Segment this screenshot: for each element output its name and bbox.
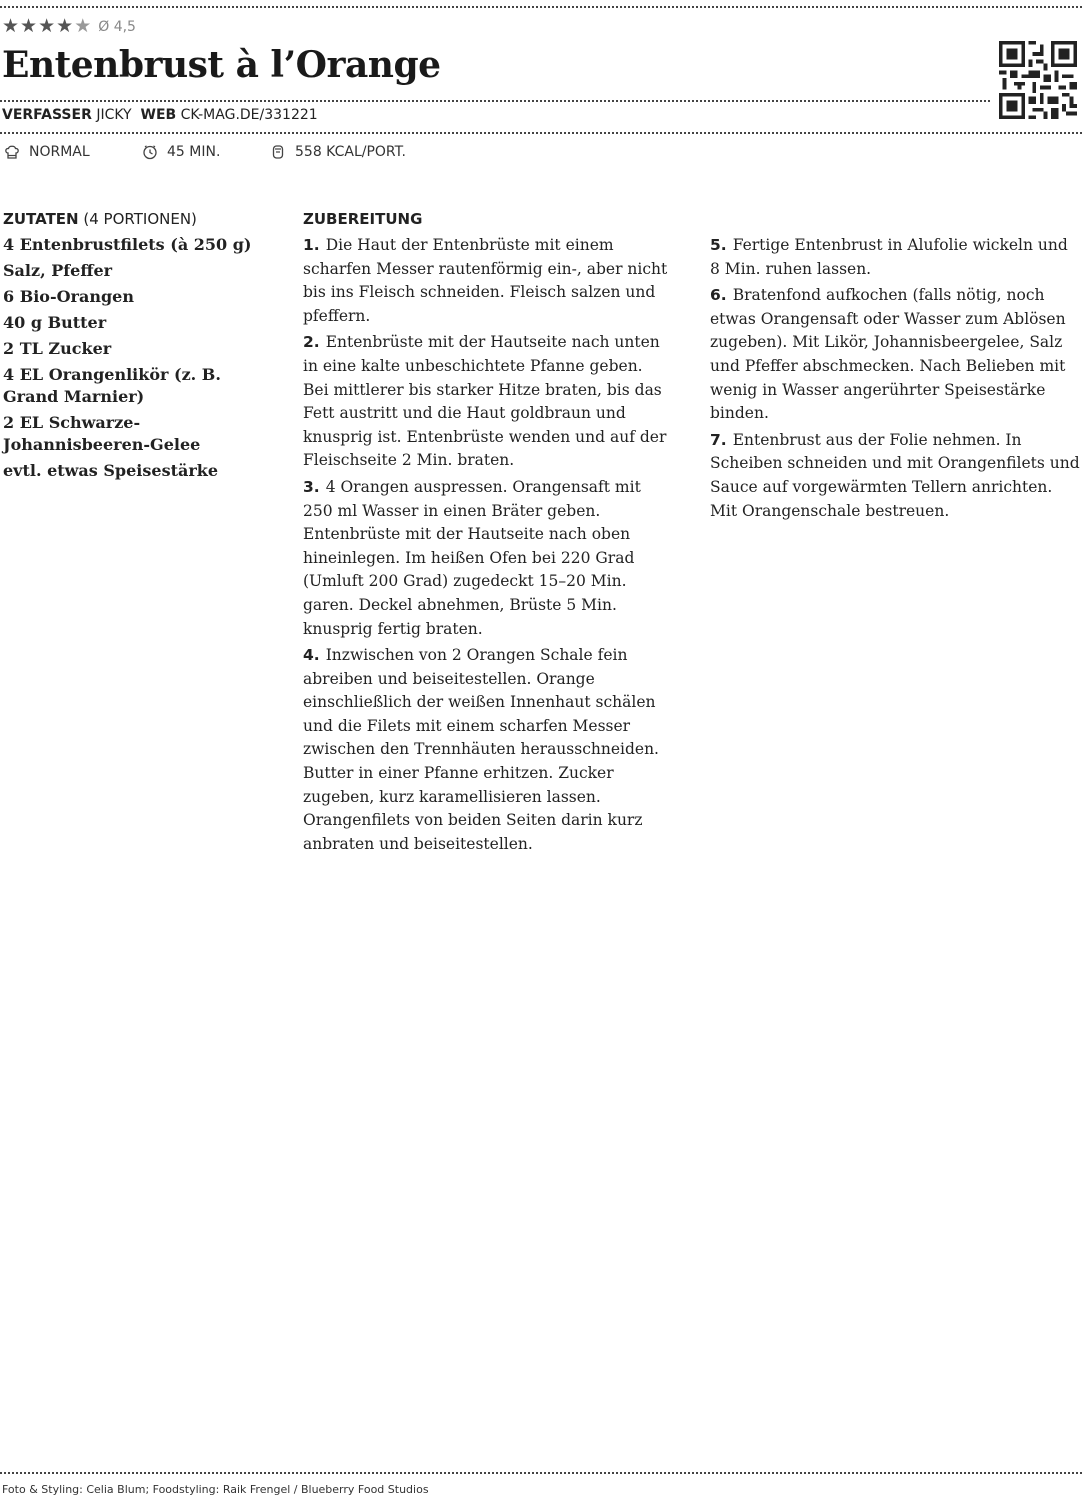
step-text: Bratenfond aufkochen (falls nötig, noch etwas Orangensaft oder Wasser zum Ablösen zugeben). Mit Likör, Johannisbeergelee, Salz und Pfeffer abschmecken. Nach Belieben mit wenig in Wasser angerührter Speisestärke binden. xyxy=(710,286,1066,423)
difficulty-stat xyxy=(4,144,90,160)
step-text: Inzwischen von 2 Orangen Schale fein abreiben und beiseitestellen. Orange einschließlich der weißen Innenhaut schälen und die Filets mit einem scharfen Messer zwischen den Trennhäuten herausschneiden. Butter in einer Pfanne erhitzen. Zucker zugeben, kurz karamellisieren lassen. Orangenfilets von beiden Seiten darin kurz anbraten und beiseitestellen. xyxy=(303,646,659,853)
preparation-step xyxy=(303,644,673,856)
top-divider xyxy=(0,6,1082,8)
step-text: Entenbrust aus der Folie nehmen. In Scheiben schneiden und mit Orangenfilets und Sauce auf vorgewärmten Tellern anrichten. Mit Orangenschale bestreuen. xyxy=(710,430,1080,520)
author-label: VERFASSER xyxy=(2,107,92,123)
title-divider xyxy=(0,100,990,102)
step-number: 7. xyxy=(710,430,727,449)
difficulty-value: NORMAL xyxy=(29,144,90,160)
star-icon: ★ xyxy=(20,15,38,37)
step-text: 4 Orangen auspressen. Orangensaft mit 250 ml Wasser in einen Bräter geben. Entenbrüste mit der Hautseite nach oben hineinlegen. Im heißen Ofen bei 220 Grad (Umluft 200 Grad) zugedeckt 15–20 Min. garen. Deckel abnehmen, Brüste 5 Min. knusprig fertig braten. xyxy=(303,477,641,638)
rating xyxy=(2,17,136,36)
author-value: JICKY xyxy=(96,107,132,123)
portions-label: (4 PORTIONEN) xyxy=(83,210,197,228)
calories-stat xyxy=(270,144,406,160)
calorie-jar-icon xyxy=(270,144,286,160)
preparation-step xyxy=(303,234,673,328)
ingredient-item: 40 g Butter xyxy=(3,313,107,332)
ingredient-item: 2 TL Zucker xyxy=(3,339,112,358)
recipe-meta xyxy=(2,107,318,123)
step-number: 1. xyxy=(303,236,320,254)
ingredient-item: 4 EL Orangenlikör (z. B. Grand Marnier) xyxy=(3,365,221,406)
recipe-title: Entenbrust à l’Orange xyxy=(2,44,441,86)
preparation-heading: ZUBEREITUNG xyxy=(303,210,423,228)
ingredient-item: Salz, Pfeffer xyxy=(3,261,113,280)
photo-credit: Foto & Styling: Celia Blum; Foodstyling: Raik Frengel / Blueberry Food Studios xyxy=(2,1483,429,1496)
ingredients-section xyxy=(3,210,273,486)
preparation-step xyxy=(710,429,1080,523)
step-text: Die Haut der Entenbrüste mit einem scharfen Messer rautenförmig ein-, aber nicht bis ins Fleisch schneiden. Fleisch salzen und pfeffern. xyxy=(303,236,668,325)
step-number: 6. xyxy=(710,286,727,305)
time-value: 45 MIN. xyxy=(167,144,221,160)
preparation-step xyxy=(303,331,673,473)
preparation-step xyxy=(710,234,1080,281)
star-icon: ★ xyxy=(2,15,20,37)
step-text: Entenbrüste mit der Hautseite nach unten in eine kalte unbeschichtete Pfanne geben. Bei mittlerer bis starker Hitze braten, bis das Fett austritt und die Haut goldbraun und knusprig ist. Entenbrüste wenden und auf der Fleischseite 2 Min. braten. xyxy=(303,333,667,470)
ingredient-item: 2 EL Schwarze-Johannisbeeren-Gelee xyxy=(3,413,201,454)
ingredient-item: 6 Bio-Orangen xyxy=(3,287,134,306)
web-label: WEB xyxy=(140,107,177,123)
calories-value: 558 KCAL/PORT. xyxy=(295,144,406,160)
ingredient-list xyxy=(3,234,273,482)
web-link[interactable]: CK-MAG.DE/331221 xyxy=(180,107,318,123)
clock-icon xyxy=(142,144,158,160)
step-number: 2. xyxy=(303,333,320,352)
star-icon: ★ xyxy=(56,15,74,37)
half-star-icon: ★ xyxy=(74,15,92,37)
chef-hat-icon xyxy=(4,144,20,160)
preparation-continued xyxy=(710,234,1080,526)
preparation-section xyxy=(303,210,673,859)
step-number: 3. xyxy=(303,477,320,496)
ingredient-item: 4 Entenbrustfilets (à 250 g) xyxy=(3,235,252,254)
time-stat xyxy=(142,144,220,160)
step-number: 4. xyxy=(303,646,320,665)
star-icon: ★ xyxy=(38,15,56,37)
step-number: 5. xyxy=(710,236,727,254)
footer-divider xyxy=(0,1472,1082,1474)
meta-divider xyxy=(0,132,1082,134)
step-text: Fertige Entenbrust in Alufolie wickeln und 8 Min. ruhen lassen. xyxy=(710,236,1068,278)
preparation-step xyxy=(303,476,673,641)
rating-average: Ø 4,5 xyxy=(98,18,136,35)
preparation-step xyxy=(710,284,1080,426)
qr-code-icon xyxy=(999,41,1077,119)
ingredients-heading: ZUTATEN (4 PORTIONEN) xyxy=(3,210,197,228)
ingredient-item: evtl. etwas Speisestärke xyxy=(3,461,219,480)
